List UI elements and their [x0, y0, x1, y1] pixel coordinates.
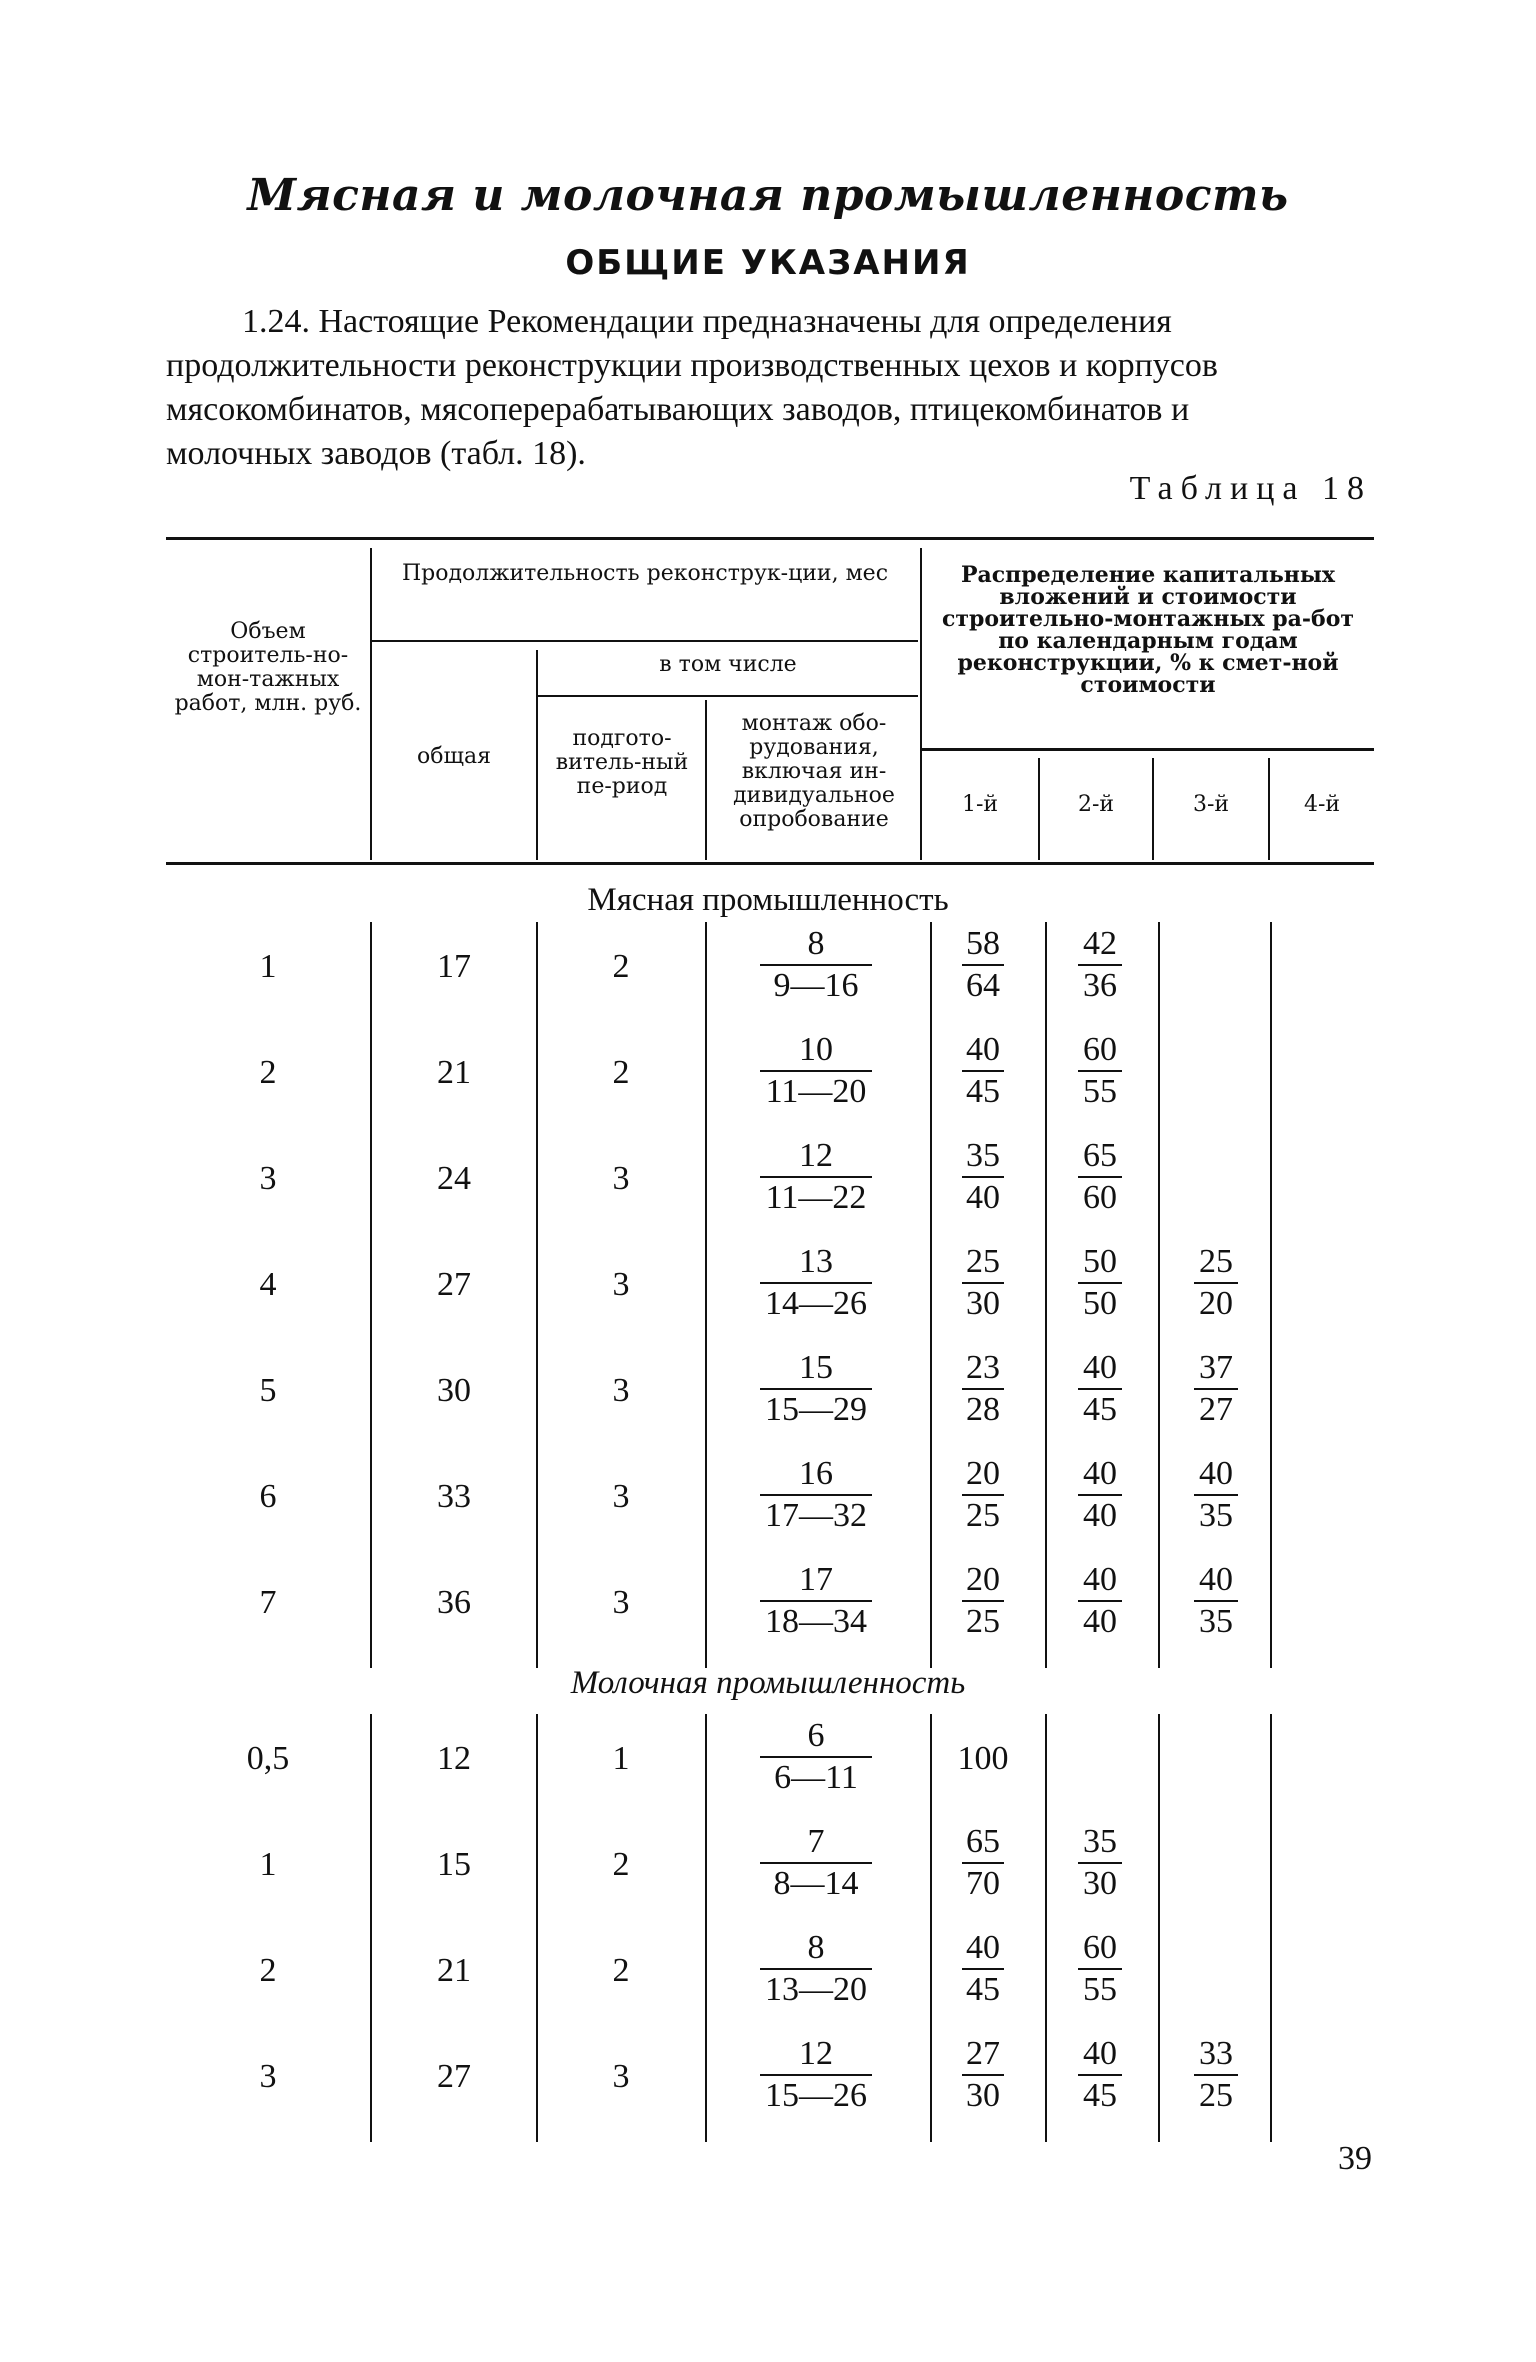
y1-denominator: 28: [966, 1391, 1000, 1428]
y1-numerator: 27: [962, 2034, 1004, 2076]
y2-denominator: 30: [1083, 1865, 1117, 1902]
table-header-bottom-rule: [166, 862, 1374, 865]
y3-denominator: 27: [1199, 1391, 1233, 1428]
header-year-4: 4-й: [1303, 792, 1341, 817]
install-denominator: 11—22: [765, 1179, 867, 1216]
y2-numerator: 50: [1078, 1242, 1122, 1284]
header-vline: [705, 700, 707, 860]
cell-y2: [1052, 1560, 1148, 1642]
y2-numerator: 40: [1078, 1454, 1122, 1496]
y3-numerator: 40: [1194, 1454, 1238, 1496]
cell-total: 33: [437, 1478, 471, 1515]
cell-install: [760, 1716, 872, 1798]
cell-y1: [936, 1242, 1030, 1324]
cell-total: 27: [437, 2058, 471, 2095]
y1-numerator: 58: [962, 924, 1004, 966]
y3-numerator: 40: [1194, 1560, 1238, 1602]
cell-install: [760, 1560, 872, 1642]
cell-prep: 1: [612, 1740, 630, 1777]
install-numerator: 13: [760, 1242, 872, 1284]
body-vline: [930, 1714, 932, 2142]
cell-prep: 3: [612, 2058, 630, 2095]
cell-total: 12: [437, 1740, 471, 1777]
cell-install: [760, 1136, 872, 1218]
duration-subrule: [372, 640, 918, 642]
body-vline: [1045, 1714, 1047, 2142]
section-dairy-title: Молочная промышленность: [570, 1665, 966, 1701]
header-vline: [370, 548, 372, 860]
header-prep: подгото-витель-ный пе-риод: [555, 726, 689, 799]
install-numerator: 8: [760, 924, 872, 966]
page-number: 39: [1338, 2140, 1372, 2177]
header-total: общая: [417, 744, 491, 769]
cell-y2: [1052, 1454, 1148, 1536]
y2-numerator: 40: [1078, 2034, 1122, 2076]
y1-denominator: 64: [966, 967, 1000, 1004]
cell-y2: [1052, 924, 1148, 1006]
install-denominator: 18—34: [765, 1603, 867, 1640]
cell-y2: [1052, 1348, 1148, 1430]
y3-numerator: 37: [1194, 1348, 1238, 1390]
cell-total: 30: [437, 1372, 471, 1409]
table-label: Таблица 18: [1129, 470, 1372, 507]
header-vline: [920, 548, 922, 860]
install-numerator: 17: [760, 1560, 872, 1602]
section-meat-title: Мясная промышленность: [587, 882, 949, 918]
y2-numerator: 60: [1078, 1928, 1122, 1970]
install-numerator: 6: [760, 1716, 872, 1758]
cell-prep: 2: [612, 948, 630, 985]
cell-prep: 3: [612, 1372, 630, 1409]
cell-y1: [936, 1928, 1030, 2010]
y2-numerator: 42: [1078, 924, 1122, 966]
install-denominator: 15—29: [765, 1391, 867, 1428]
cell-volume: 1: [259, 1846, 277, 1883]
install-numerator: 12: [760, 1136, 872, 1178]
install-numerator: 16: [760, 1454, 872, 1496]
cell-y3: [1168, 2034, 1264, 2116]
including-subrule: [538, 695, 918, 697]
cell-prep: 3: [612, 1266, 630, 1303]
cell-prep: 2: [612, 1054, 630, 1091]
header-volume: Объем строитель-но-мон-тажных работ, млн. руб.: [174, 619, 362, 716]
body-vline: [1270, 922, 1272, 1668]
cell-total: 21: [437, 1054, 471, 1091]
y2-denominator: 40: [1083, 1603, 1117, 1640]
install-denominator: 11—20: [765, 1073, 867, 1110]
cell-volume: 7: [259, 1584, 277, 1621]
paragraph-line: продолжительности реконструкции производственных цехов и корпусов: [166, 347, 1218, 384]
y2-denominator: 45: [1083, 2077, 1117, 2114]
cell-prep: 3: [612, 1160, 630, 1197]
header-vline: [536, 650, 538, 860]
cell-y1: [936, 924, 1030, 1006]
cell-y2: [1052, 1822, 1148, 1904]
install-numerator: 15: [760, 1348, 872, 1390]
y3-denominator: 35: [1199, 1603, 1233, 1640]
y1-denominator: 25: [966, 1603, 1000, 1640]
cell-volume: 0,5: [246, 1740, 290, 1777]
install-denominator: 15—26: [765, 2077, 867, 2114]
body-vline: [1045, 922, 1047, 1668]
y3-denominator: 25: [1199, 2077, 1233, 2114]
cell-total: 15: [437, 1846, 471, 1883]
cell-volume: 2: [259, 1952, 277, 1989]
cell-install: [760, 1928, 872, 2010]
install-numerator: 7: [760, 1822, 872, 1864]
body-vline: [1270, 1714, 1272, 2142]
cell-total: 17: [437, 948, 471, 985]
y2-denominator: 60: [1083, 1179, 1117, 1216]
install-denominator: 17—32: [765, 1497, 867, 1534]
y1-numerator: 40: [962, 1928, 1004, 1970]
y3-denominator: 35: [1199, 1497, 1233, 1534]
y2-denominator: 55: [1083, 1971, 1117, 2008]
header-year-3: 3-й: [1192, 792, 1230, 817]
y1-numerator: 25: [962, 1242, 1004, 1284]
cell-y1: [936, 1348, 1030, 1430]
install-denominator: 14—26: [765, 1285, 867, 1322]
cell-total: 27: [437, 1266, 471, 1303]
install-numerator: 8: [760, 1928, 872, 1970]
cell-install: [760, 2034, 872, 2116]
cell-volume: 2: [259, 1054, 277, 1091]
y2-denominator: 50: [1083, 1285, 1117, 1322]
cell-install: [760, 1454, 872, 1536]
y1-denominator: 30: [966, 2077, 1000, 2114]
section-subtitle: ОБЩИЕ УКАЗАНИЯ: [565, 243, 971, 283]
cell-volume: 6: [259, 1478, 277, 1515]
y1-numerator: 20: [962, 1560, 1004, 1602]
header-including: в том числе: [659, 652, 797, 677]
y2-numerator: 35: [1078, 1822, 1122, 1864]
body-vline: [930, 922, 932, 1668]
table-top-rule: [166, 537, 1374, 540]
cell-y3: [1168, 1348, 1264, 1430]
cell-y2: [1052, 2034, 1148, 2116]
y3-numerator: 25: [1194, 1242, 1238, 1284]
cell-y2: [1052, 1136, 1148, 1218]
y3-numerator: 33: [1194, 2034, 1238, 2076]
y1-numerator: 65: [962, 1822, 1004, 1864]
distribution-subrule: [922, 748, 1374, 751]
cell-y2: [1052, 1242, 1148, 1324]
cell-volume: 3: [259, 2058, 277, 2095]
cell-install: [760, 1822, 872, 1904]
cell-volume: 5: [259, 1372, 277, 1409]
cell-y1: [936, 1454, 1030, 1536]
cell-install: [760, 924, 872, 1006]
cell-y1: [936, 1136, 1030, 1218]
y1-numerator: 40: [962, 1030, 1004, 1072]
cell-total: 36: [437, 1584, 471, 1621]
cell-y1: [936, 1560, 1030, 1642]
y1-denominator: 45: [966, 1073, 1000, 1110]
y2-numerator: 40: [1078, 1348, 1122, 1390]
y1-denominator: 30: [966, 1285, 1000, 1322]
cell-install: [760, 1030, 872, 1112]
paragraph-line: мясокомбинатов, мясоперерабатывающих заводов, птицекомбинатов и: [166, 391, 1190, 428]
y2-numerator: 60: [1078, 1030, 1122, 1072]
paragraph-line: молочных заводов (табл. 18).: [166, 435, 586, 472]
y1-numerator: 35: [962, 1136, 1004, 1178]
cell-volume: 3: [259, 1160, 277, 1197]
cell-y1: [936, 1030, 1030, 1112]
cell-y1: 100: [957, 1740, 1009, 1777]
cell-prep: 2: [612, 1952, 630, 1989]
body-vline: [705, 922, 707, 1668]
cell-total: 24: [437, 1160, 471, 1197]
cell-y1: [936, 2034, 1030, 2116]
cell-prep: 2: [612, 1846, 630, 1883]
cell-y1: [936, 1822, 1030, 1904]
cell-volume: 1: [259, 948, 277, 985]
cell-volume: 4: [259, 1266, 277, 1303]
y2-numerator: 40: [1078, 1560, 1122, 1602]
cell-y3: [1168, 1560, 1264, 1642]
y2-numerator: 65: [1078, 1136, 1122, 1178]
body-vline: [1158, 922, 1160, 1668]
header-duration: Продолжительность реконструк-ции, мес: [401, 561, 889, 586]
y2-denominator: 45: [1083, 1391, 1117, 1428]
y3-denominator: 20: [1199, 1285, 1233, 1322]
cell-prep: 3: [612, 1478, 630, 1515]
body-vline: [705, 1714, 707, 2142]
install-numerator: 10: [760, 1030, 872, 1072]
y1-numerator: 20: [962, 1454, 1004, 1496]
header-distribution: Распределение капитальных вложений и стоимости строительно-монтажных ра-бот по календарным годам реконструкции, % к смет-ной стоимости: [941, 562, 1355, 698]
header-install: монтаж обо-рудования, включая ин-дивидуальное опробование: [733, 711, 895, 832]
cell-y3: [1168, 1454, 1264, 1536]
paragraph-line: 1.24. Настоящие Рекомендации предназначены для определения: [242, 303, 1172, 340]
header-year-1: 1-й: [961, 792, 999, 817]
cell-install: [760, 1242, 872, 1324]
y1-numerator: 23: [962, 1348, 1004, 1390]
paragraph: [166, 300, 1374, 476]
cell-y2: [1052, 1928, 1148, 2010]
y2-denominator: 40: [1083, 1497, 1117, 1534]
install-denominator: 9—16: [773, 967, 859, 1004]
cell-total: 21: [437, 1952, 471, 1989]
cell-y3: [1168, 1242, 1264, 1324]
body-vline: [1158, 1714, 1160, 2142]
cell-prep: 3: [612, 1584, 630, 1621]
header-year-2: 2-й: [1077, 792, 1115, 817]
install-denominator: 13—20: [765, 1971, 867, 2008]
cell-install: [760, 1348, 872, 1430]
y1-denominator: 25: [966, 1497, 1000, 1534]
y1-denominator: 45: [966, 1971, 1000, 2008]
y2-denominator: 36: [1083, 967, 1117, 1004]
install-numerator: 12: [760, 2034, 872, 2076]
y1-denominator: 40: [966, 1179, 1000, 1216]
page-title: Мясная и молочная промышленность: [247, 170, 1289, 221]
y1-denominator: 70: [966, 1865, 1000, 1902]
cell-y2: [1052, 1030, 1148, 1112]
y2-denominator: 55: [1083, 1073, 1117, 1110]
install-denominator: 8—14: [773, 1865, 859, 1902]
install-denominator: 6—11: [774, 1759, 858, 1796]
